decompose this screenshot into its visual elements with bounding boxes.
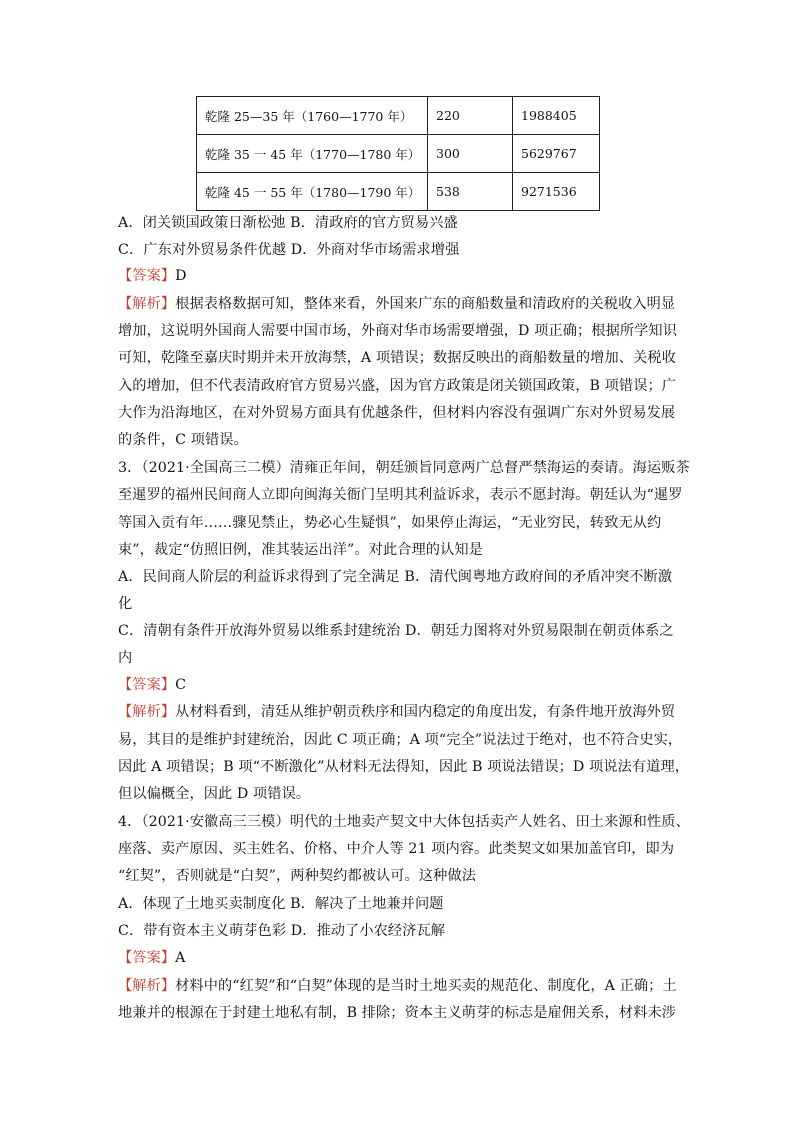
q3-option-line: C．清朝有条件开放海外贸易以维系封建统治 D．朝廷力图将对外贸易限制在朝贡体系之 [118,623,674,639]
q3-option-line: 化 [118,596,133,612]
answer-tag: 【答案】 [118,268,176,284]
q3-analysis-line: 【解析】从材料看到，清廷从维护朝贡秩序和国内稳定的角度出发，有条件地开放海外贸 [118,704,676,720]
q2-analysis-line: 【解析】根据表格数据可知，整体来看，外国来广东的商船数量和清政府的关税收入明显 [118,296,676,312]
analysis-tag: 【解析】 [118,296,176,312]
table-cell-ships: 538 [428,173,513,211]
q2-analysis-line: 可知，乾隆至嘉庆时期并未开放海禁，A 项错误；数据反映出的商船数量的增加、关税收 [118,350,676,366]
q4-options-ab: A．体现了土地买卖制度化 B．解决了土地兼并问题 [118,896,444,912]
table-cell-period: 乾隆 45 一 55 年（1780—1790 年） [197,173,428,211]
q4-answer [118,948,186,968]
analysis-tag: 【解析】 [118,978,176,994]
q2-answer [118,266,187,286]
q3-option-line: 内 [118,650,133,666]
q3-stem-line: 至暹罗的福州民间商人立即向闽海关衙门呈明其利益诉求，表示不愿封海。朝廷认为“暹罗 [118,487,683,503]
table-cell-period: 乾隆 25—35 年（1760—1770 年） [197,97,428,135]
q3-stem-line: 3．（2021·全国高三二模）清雍正年间，朝廷颁旨同意两广总督严禁海运的奏请。海运贩茶 [118,460,690,476]
table-cell-tax: 5629767 [513,135,600,173]
q4-stem-line: 座落、卖产原因、买主姓名、价格、中介人等 21 项内容。此类契文如果加盖官印，即为 [118,841,675,857]
table-row [197,173,600,211]
answer-value: D [175,268,187,284]
answer-value: C [175,677,187,693]
table-cell-ships: 220 [428,97,513,135]
q2-options-cd: C．广东对外贸易条件优越 D．外商对华市场需求增强 [118,242,460,258]
q2-analysis-line: 的条件，C 项错误。 [118,432,248,448]
q4-stem-line: “红契”，否则就是“白契”，两种契约都被认可。这种做法 [118,868,477,884]
q3-answer [118,675,186,695]
q4-stem-line: 4．（2021·安徽高三三模）明代的土地卖产契文中大体包括卖产人姓名、田土来源和性质、 [118,814,690,830]
analysis-tag: 【解析】 [118,704,176,720]
q3-stem-line: 等国入贡有年……骤见禁止，势必心生疑惧”，如果停止海运，“无业穷民，转致无从约 [118,515,662,531]
table-cell-ships: 300 [428,135,513,173]
q3-analysis-line: 易，其目的是维护封建统治，因此 C 项正确；A 项“完全”说法过于绝对，也不符合史实， [118,732,683,748]
q2-analysis-line: 增加，这说明外国商人需要中国市场，外商对华市场需要增强，D 项正确；根据所学知识 [118,323,678,339]
q3-option-line: A．民间商人阶层的利益诉求得到了完全满足 B．清代闽粤地方政府间的矛盾冲突不断激 [118,569,673,585]
table-cell-period: 乾隆 35 一 45 年（1770—1780 年） [197,135,428,173]
q2-options-ab: A．闭关锁国政策日渐松弛 B．清政府的官方贸易兴盛 [118,215,458,231]
q4-analysis-line: 地兼并的根源在于封建土地私有制，B 排除；资本主义萌芽的标志是雇佣关系，材料未涉 [118,1005,677,1021]
trade-data-table [196,96,600,211]
q3-stem-line: 束”，裁定“仿照旧例，准其装运出洋”。对此合理的认知是 [118,542,483,558]
q4-analysis-line: 【解析】材料中的“红契”和“白契”体现的是当时土地买卖的规范化、制度化，A 正确；土 [118,978,677,994]
table-cell-tax: 1988405 [513,97,600,135]
q3-analysis-line: 但以偏概全，因此 D 项错误。 [118,786,311,802]
q3-analysis-line: 因此 A 项错误；B 项“不断激化”从材料无法得知，因此 B 项说法错误；D 项说法有道理， [118,759,690,775]
q4-options-cd: C．带有资本主义萌芽色彩 D．推动了小农经济瓦解 [118,923,446,939]
table-cell-tax: 9271536 [513,173,600,211]
table-row [197,135,600,173]
answer-tag: 【答案】 [118,950,176,966]
q2-analysis-line: 大作为沿海地区，在对外贸易方面具有优越条件，但材料内容没有强调广东对外贸易发展 [118,405,676,421]
table-row [197,97,600,135]
q2-analysis-line: 入的增加，但不代表清政府官方贸易兴盛，因为官方政策是闭关锁国政策，B 项错误；广 [118,378,677,394]
answer-value: A [175,950,186,966]
answer-tag: 【答案】 [118,677,176,693]
